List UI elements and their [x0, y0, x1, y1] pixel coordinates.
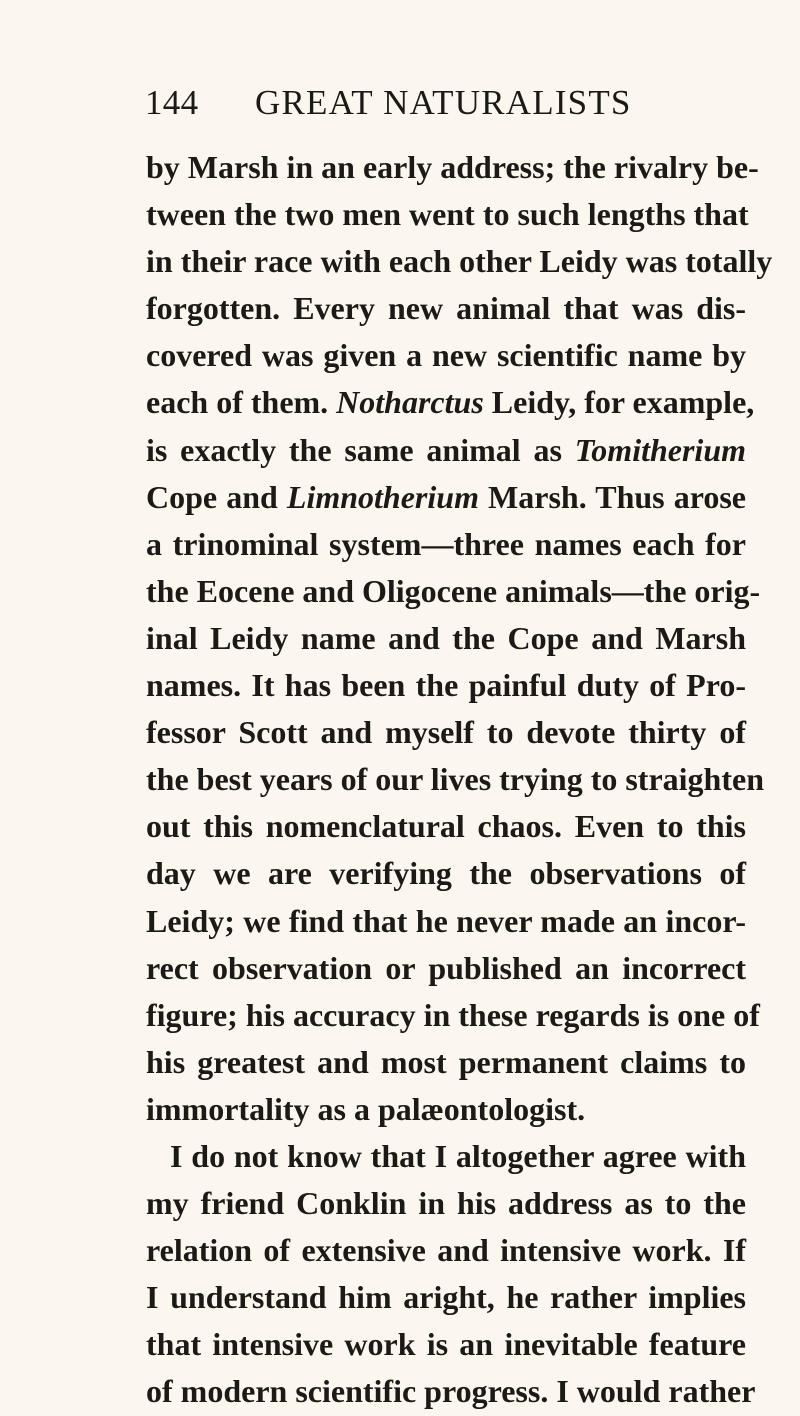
text-line	[146, 568, 761, 615]
text-segment: fessor Scott and myself to devote thirty of	[146, 714, 746, 751]
text-segment: immortality as a palæontologist.	[146, 1090, 586, 1127]
text-segment: I understand him aright, he rather implies	[146, 1279, 746, 1316]
text-segment: Leidy, for example,	[483, 384, 755, 421]
text-line	[146, 238, 773, 285]
text-segment: is exactly the same animal as	[146, 431, 575, 468]
text-line	[146, 191, 749, 238]
text-segment: day we are verifying the observations of	[146, 855, 746, 892]
text-line	[146, 1274, 746, 1321]
text-line	[146, 662, 746, 709]
page-number: 144	[145, 83, 199, 122]
text-line	[146, 1086, 746, 1133]
text-segment: rect observation or published an incorrect	[146, 949, 746, 986]
text-line	[146, 898, 746, 945]
text-line	[146, 1180, 746, 1227]
text-segment: Leidy; we find that he never made an incor-	[146, 902, 746, 939]
body-text	[146, 144, 773, 1416]
running-title: GREAT NATURALISTS	[255, 83, 632, 122]
text-line	[146, 521, 746, 568]
text-segment: I do not know that I altogether agree with	[170, 1137, 746, 1174]
text-segment: by Marsh in an early address; the rivalry be-	[146, 149, 759, 185]
italic-taxon-name: Tomitherium	[574, 431, 746, 468]
text-line	[146, 1321, 746, 1368]
text-line	[146, 709, 746, 756]
text-line	[146, 379, 755, 426]
text-segment: the Eocene and Oligocene animals—the orig-	[146, 572, 761, 609]
text-segment: inal Leidy name and the Cope and Marsh	[146, 619, 746, 656]
text-line	[146, 756, 764, 803]
text-segment: forgotten. Every new animal that was dis-	[146, 290, 746, 327]
text-line	[146, 332, 746, 379]
text-segment: in their race with each other Leidy was totally	[146, 243, 773, 280]
text-segment: tween the two men went to such lengths that	[146, 196, 749, 233]
italic-taxon-name: Limnotherium	[286, 478, 479, 515]
text-segment: the best years of our lives trying to straighten	[146, 761, 764, 798]
text-segment: out this nomenclatural chaos. Even to this	[146, 808, 746, 845]
text-segment: names. It has been the painful duty of Pro-	[146, 667, 746, 704]
text-line	[146, 803, 746, 850]
running-header	[145, 78, 665, 128]
text-line	[146, 1133, 746, 1180]
text-segment: of modern scientific progress. I would rather	[146, 1373, 756, 1410]
text-line	[146, 427, 746, 474]
text-line	[146, 474, 746, 521]
text-line	[146, 615, 746, 662]
text-line	[146, 992, 760, 1039]
text-segment: relation of extensive and intensive work. If	[146, 1232, 746, 1269]
text-segment: my friend Conklin in his address as to the	[146, 1185, 746, 1222]
text-segment: that intensive work is an inevitable feature	[146, 1326, 746, 1363]
text-segment: a trinominal system—three names each for	[146, 525, 746, 562]
text-segment: Cope and	[146, 478, 287, 515]
text-line	[146, 945, 746, 992]
text-line	[146, 144, 759, 191]
text-line	[146, 1039, 746, 1086]
text-segment: figure; his accuracy in these regards is one of	[146, 996, 760, 1033]
text-segment: each of them.	[146, 384, 337, 421]
text-line	[146, 285, 746, 332]
text-line	[146, 850, 746, 897]
italic-taxon-name: Notharctus	[336, 384, 484, 421]
text-line	[146, 1227, 746, 1274]
text-segment: covered was given a new scientific name by	[146, 337, 746, 374]
text-segment: his greatest and most permanent claims to	[146, 1043, 746, 1080]
text-segment: Marsh. Thus arose	[478, 478, 747, 515]
text-line	[146, 1368, 756, 1415]
